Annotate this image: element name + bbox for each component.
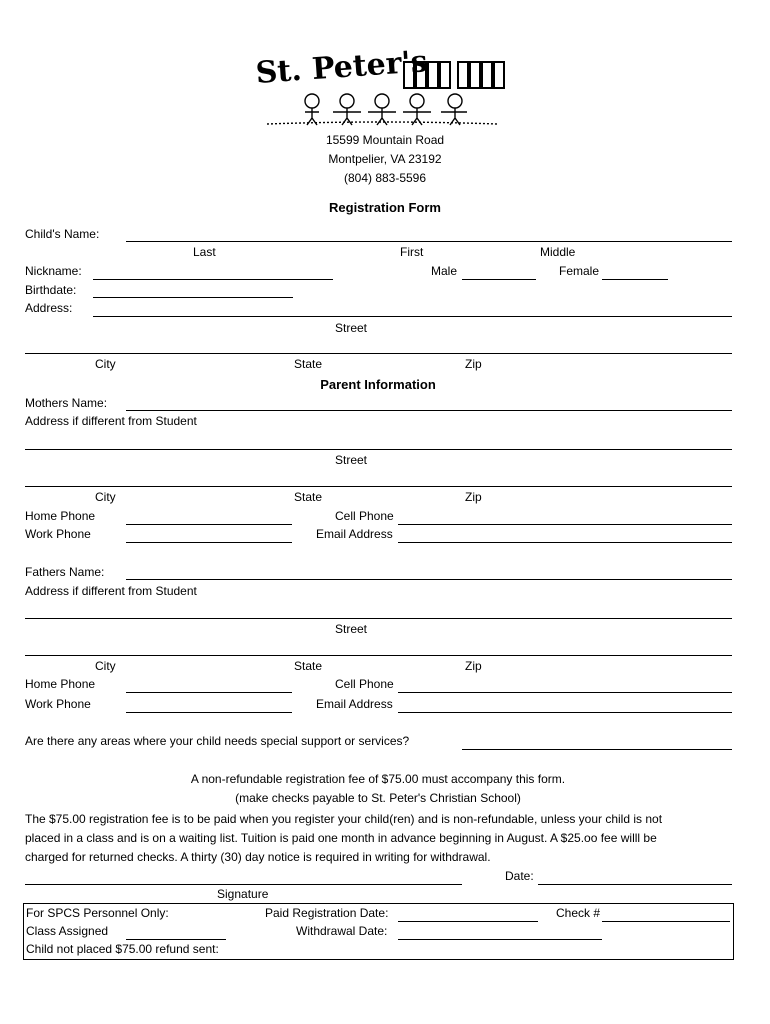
father-name-label: Fathers Name: [25, 565, 105, 579]
logo-title: St. Peter's [254, 44, 429, 91]
birthdate-label: Birthdate: [25, 283, 77, 297]
paid-registration-date-field[interactable] [398, 921, 538, 922]
fee-checks-payable: (make checks payable to St. Peter's Christian School) [235, 791, 521, 805]
mother-city-label: City [95, 490, 116, 504]
state-label: State [294, 357, 323, 371]
date-label: Date: [505, 869, 534, 883]
fee-paragraph-line2: placed in a class and is on a waiting list. Tuition is paid one month in advance beginning in August. A $25.oo fee willl be [25, 831, 657, 845]
mother-name-field[interactable] [126, 410, 732, 411]
father-cell-phone-label: Cell Phone [335, 677, 394, 691]
father-state-label: State [294, 659, 323, 673]
child-name-field[interactable] [126, 241, 732, 242]
mother-name-label: Mothers Name: [25, 396, 108, 410]
class-assigned-label: Class Assigned [26, 924, 109, 938]
child-name-label: Child's Name: [25, 227, 100, 241]
fee-paragraph-line3: charged for returned checks. A thirty (30) day notice is required in writing for withdrawal. [25, 850, 491, 864]
father-email-field[interactable] [398, 712, 732, 713]
last-label: Last [193, 245, 216, 259]
mother-home-phone-field[interactable] [126, 524, 292, 525]
father-work-phone-label: Work Phone [25, 697, 91, 711]
mother-street-field[interactable] [25, 449, 732, 450]
signature-field[interactable] [25, 884, 462, 885]
middle-label: Middle [540, 245, 576, 259]
male-label: Male [431, 264, 458, 278]
father-home-phone-field[interactable] [126, 692, 292, 693]
school-logo [254, 44, 515, 127]
children-drawing-icon [267, 92, 497, 126]
female-field[interactable] [602, 279, 668, 280]
school-address-line1: 15599 Mountain Road [325, 133, 445, 147]
school-phone: (804) 883-5596 [343, 171, 427, 185]
address-label: Address: [25, 301, 73, 315]
mother-zip-label: Zip [465, 490, 482, 504]
father-zip-label: Zip [465, 659, 482, 673]
mother-city-field[interactable] [25, 486, 732, 487]
mother-addr-diff-label: Address if different from Student [25, 414, 197, 428]
form-title: Registration Form [329, 200, 441, 215]
refund-sent-label: Child not placed $75.00 refund sent: [26, 942, 219, 956]
father-city-field[interactable] [25, 655, 732, 656]
nickname-field[interactable] [93, 279, 333, 280]
mother-cell-phone-field[interactable] [398, 524, 732, 525]
logo-block-letters [403, 58, 505, 92]
nickname-label: Nickname: [25, 264, 82, 278]
date-field[interactable] [538, 884, 732, 885]
mother-email-field[interactable] [398, 542, 732, 543]
father-city-label: City [95, 659, 116, 673]
paid-registration-date-label: Paid Registration Date: [265, 906, 389, 920]
female-label: Female [559, 264, 600, 278]
address-city-state-zip-field[interactable] [25, 353, 732, 354]
withdrawal-date-field[interactable] [398, 939, 602, 940]
mother-street-label: Street [335, 453, 368, 467]
mother-work-phone-field[interactable] [126, 542, 292, 543]
signature-label: Signature [217, 887, 269, 901]
check-number-label: Check # [556, 906, 601, 920]
father-cell-phone-field[interactable] [398, 692, 732, 693]
class-assigned-field[interactable] [126, 939, 226, 940]
withdrawal-date-label: Withdrawal Date: [296, 924, 388, 938]
check-number-field[interactable] [602, 921, 730, 922]
first-label: First [400, 245, 424, 259]
father-name-field[interactable] [126, 579, 732, 580]
street-label: Street [335, 321, 368, 335]
mother-state-label: State [294, 490, 323, 504]
fee-paragraph-line1: The $75.00 registration fee is to be paid when you register your child(ren) and is non-refundable, unless your child is not [25, 812, 663, 826]
special-support-field[interactable] [462, 749, 732, 750]
office-personnel-label: For SPCS Personnel Only: [26, 906, 169, 920]
mother-cell-phone-label: Cell Phone [335, 509, 394, 523]
city-label: City [95, 357, 116, 371]
school-address-line2: Montpelier, VA 23192 [328, 152, 442, 166]
fee-notice: A non-refundable registration fee of $75.00 must accompany this form. [190, 772, 566, 786]
father-home-phone-label: Home Phone [25, 677, 96, 691]
birthdate-field[interactable] [93, 297, 293, 298]
father-work-phone-field[interactable] [126, 712, 292, 713]
mother-email-label: Email Address [316, 527, 393, 541]
mother-home-phone-label: Home Phone [25, 509, 96, 523]
special-support-question: Are there any areas where your child needs special support or services? [25, 734, 410, 748]
father-email-label: Email Address [316, 697, 393, 711]
address-street-field[interactable] [93, 316, 732, 317]
mother-work-phone-label: Work Phone [25, 527, 91, 541]
parent-info-title: Parent Information [320, 377, 436, 392]
father-street-label: Street [335, 622, 368, 636]
father-addr-diff-label: Address if different from Student [25, 584, 197, 598]
male-field[interactable] [462, 279, 536, 280]
father-street-field[interactable] [25, 618, 732, 619]
zip-label: Zip [465, 357, 482, 371]
